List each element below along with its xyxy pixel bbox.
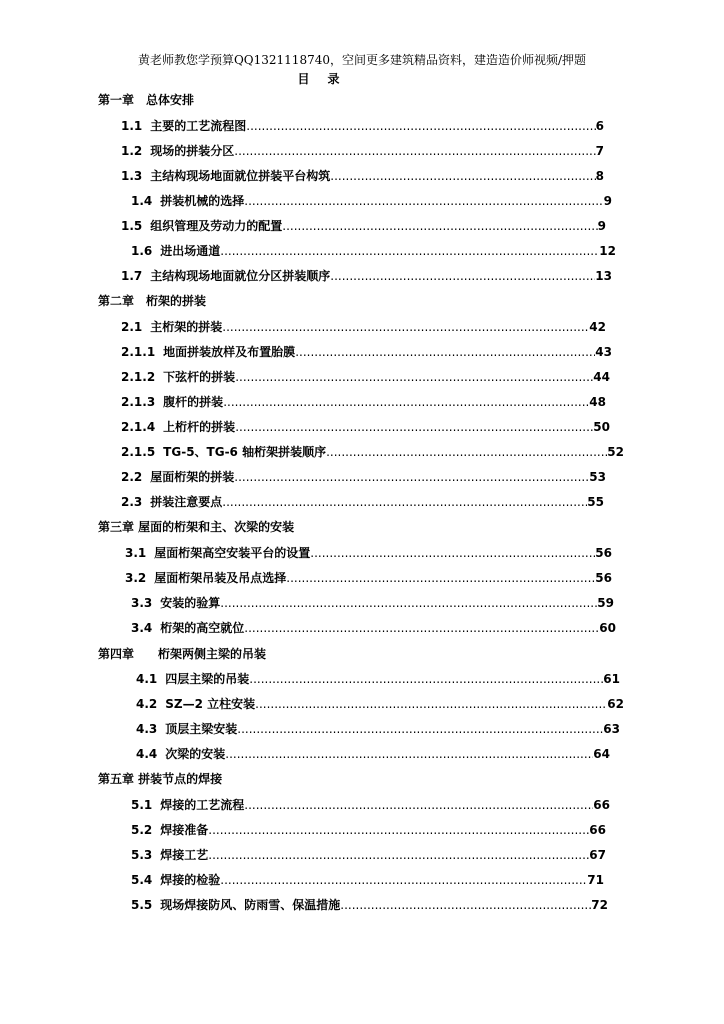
toc-entry-page: 43 [595,345,612,359]
toc-dot-leader [223,395,589,409]
toc-entry-page: 66 [593,798,610,812]
toc-entry[interactable] [131,194,612,208]
toc-entry[interactable] [121,269,612,283]
toc-dot-leader [208,848,589,862]
toc-entry-label: 地面拼装放样及布置胎膜 [163,345,296,359]
toc-dot-leader [310,546,595,560]
toc-entry-page: 66 [589,823,606,837]
toc-entry-page: 12 [599,244,616,258]
toc-entry-page: 62 [607,697,624,711]
toc-entry[interactable] [121,470,606,484]
chapter-heading: 第一章 总体安排 [98,93,195,107]
chapter-heading: 第二章 桁架的拼装 [98,294,207,308]
toc-entry[interactable] [131,898,608,912]
toc-entry[interactable] [136,747,610,761]
toc-entry-page: 44 [593,370,610,384]
toc-entry-label: 进出场通道 [160,244,221,258]
toc-entry[interactable] [131,848,606,862]
toc-entry-page: 48 [589,395,606,409]
toc-entry-number: 4.4 [136,747,158,761]
toc-entry-number: 1.7 [121,269,143,283]
toc-entry[interactable] [131,621,616,635]
toc-entry-number: 1.1 [121,119,143,133]
toc-entry-number: 3.3 [131,596,153,610]
toc-entry-number: 2.1 [121,320,143,334]
toc-entry-label: 拼装机械的选择 [160,194,245,208]
toc-entry-page: 53 [589,470,606,484]
toc-entry-label: 现场的拼装分区 [150,144,235,158]
toc-entry-page: 61 [603,672,620,686]
toc-entry-number: 5.3 [131,848,153,862]
toc-entry-number: 2.3 [121,495,143,509]
toc-entry-number: 2.1.2 [121,370,156,384]
toc-entry-label: 主要的工艺流程图 [150,119,247,133]
toc-entry[interactable] [121,169,604,183]
toc-dot-leader [220,244,599,258]
toc-entry-label: 主结构现场地面就位分区拼装顺序 [150,269,331,283]
toc-entry-page: 52 [607,445,624,459]
toc-entry[interactable] [136,672,620,686]
toc-dot-leader [235,370,593,384]
toc-entry[interactable] [131,596,614,610]
toc-dot-leader [330,169,595,183]
toc-entry-page: 13 [595,269,612,283]
toc-dot-leader [237,722,603,736]
toc-dot-leader [244,194,603,208]
toc-entry[interactable] [121,495,604,509]
toc-entry-label: 桁架的高空就位 [160,621,245,635]
toc-entry-number: 4.2 [136,697,158,711]
toc-entry-page: 64 [593,747,610,761]
toc-entry-number: 1.6 [131,244,153,258]
toc-dot-leader [235,420,593,434]
toc-entry-label: 次梁的安装 [165,747,226,761]
toc-entry-label: 组织管理及劳动力的配置 [150,219,283,233]
toc-entry-label: 现场焊接防风、防雨雪、保温措施 [160,898,341,912]
toc-entry-page: 55 [587,495,604,509]
toc-entry-page: 71 [587,873,604,887]
toc-entry[interactable] [121,219,606,233]
toc-entry-label: 焊接准备 [160,823,209,837]
toc-entry[interactable] [131,798,610,812]
toc-dot-leader [220,873,587,887]
toc-entry-number: 2.1.4 [121,420,156,434]
toc-entry-number: 5.4 [131,873,153,887]
toc-entry-number: 2.1.3 [121,395,156,409]
toc-entry[interactable] [121,345,612,359]
toc-dot-leader [286,571,595,585]
toc-entry-label: 上桁杆的拼装 [163,420,236,434]
toc-entry-label: 焊接的检验 [160,873,221,887]
toc-dot-leader [222,495,587,509]
toc-entry-number: 2.1.1 [121,345,156,359]
toc-entry[interactable] [125,571,612,585]
toc-entry-label: 屋面桁架高空安装平台的设置 [154,546,311,560]
toc-entry-page: 56 [595,571,612,585]
toc-entry-number: 5.5 [131,898,153,912]
toc-entry-page: 50 [593,420,610,434]
toc-entry-label: 拼装注意要点 [150,495,223,509]
toc-entry-page: 9 [603,194,612,208]
toc-entry-page: 60 [599,621,616,635]
toc-entry-page: 42 [589,320,606,334]
toc-entry[interactable] [131,244,616,258]
toc-dot-leader [295,345,595,359]
toc-entry-label: 主桁架的拼装 [150,320,223,334]
toc-entry-number: 5.1 [131,798,153,812]
toc-dot-leader [234,470,589,484]
toc-entry-label: 腹杆的拼装 [163,395,224,409]
toc-entry-label: SZ—2 立柱安装 [165,697,256,711]
toc-dot-leader [234,144,595,158]
toc-entry[interactable] [136,722,620,736]
toc-dot-leader [220,596,597,610]
toc-entry-number: 1.2 [121,144,143,158]
toc-entry-label: 安装的验算 [160,596,221,610]
toc-entry-label: 下弦杆的拼装 [163,370,236,384]
toc-entry-label: 屋面桁架的拼装 [150,470,235,484]
toc-entry-number: 1.5 [121,219,143,233]
toc-dot-leader [340,898,591,912]
toc-entry[interactable] [131,873,604,887]
toc-entry-number: 3.2 [125,571,147,585]
toc-title: 目 录 [297,72,343,86]
toc-entry-number: 5.2 [131,823,153,837]
toc-entry[interactable] [121,395,606,409]
toc-entry[interactable] [121,119,604,133]
toc-entry-number: 3.4 [131,621,153,635]
toc-dot-leader [330,269,595,283]
toc-entry-label: 顶层主梁安装 [165,722,238,736]
toc-dot-leader [282,219,597,233]
toc-dot-leader [244,621,599,635]
toc-entry-number: 3.1 [125,546,147,560]
toc-dot-leader [246,119,595,133]
toc-entry[interactable] [125,546,612,560]
toc-entry-page: 9 [597,219,606,233]
toc-entry-number: 4.1 [136,672,158,686]
chapter-heading: 第五章 拼装节点的焊接 [98,772,223,786]
toc-dot-leader [249,672,603,686]
chapter-heading: 第四章 桁架两侧主梁的吊装 [98,647,267,661]
toc-entry-number: 2.1.5 [121,445,156,459]
toc-entry-number: 4.3 [136,722,158,736]
toc-entry-label: 焊接的工艺流程 [160,798,245,812]
toc-entry-number: 1.3 [121,169,143,183]
toc-entry[interactable] [121,320,606,334]
toc-dot-leader [255,697,607,711]
toc-entry[interactable] [136,697,624,711]
toc-entry-page: 59 [597,596,614,610]
toc-dot-leader [222,320,589,334]
toc-entry-page: 7 [595,144,604,158]
toc-entry-label: TG-5、TG-6 轴桁架拼装顺序 [163,445,327,459]
toc-entry[interactable] [121,420,610,434]
toc-entry-page: 56 [595,546,612,560]
toc-entry-label: 主结构现场地面就位拼装平台构筑 [150,169,331,183]
toc-dot-leader [326,445,607,459]
toc-entry-label: 屋面桁架吊装及吊点选择 [154,571,287,585]
toc-entry-page: 72 [591,898,608,912]
toc-entry-label: 四层主梁的吊装 [165,672,250,686]
toc-entry-page: 67 [589,848,606,862]
toc-dot-leader [208,823,589,837]
toc-entry[interactable] [121,445,624,459]
toc-entry-page: 63 [603,722,620,736]
page-header: 黄老师教您学预算QQ1321118740，空间更多建筑精品资料，建造造价师视频/押题 [137,53,587,67]
toc-dot-leader [244,798,593,812]
toc-entry-page: 8 [595,169,604,183]
toc-entry-number: 2.2 [121,470,143,484]
toc-entry-page: 6 [595,119,604,133]
toc-entry[interactable] [121,144,604,158]
chapter-heading: 第三章 屋面的桁架和主、次梁的安装 [98,520,295,534]
toc-entry-label: 焊接工艺 [160,848,209,862]
toc-entry[interactable] [131,823,606,837]
toc-entry-number: 1.4 [131,194,153,208]
toc-entry[interactable] [121,370,610,384]
toc-dot-leader [225,747,593,761]
